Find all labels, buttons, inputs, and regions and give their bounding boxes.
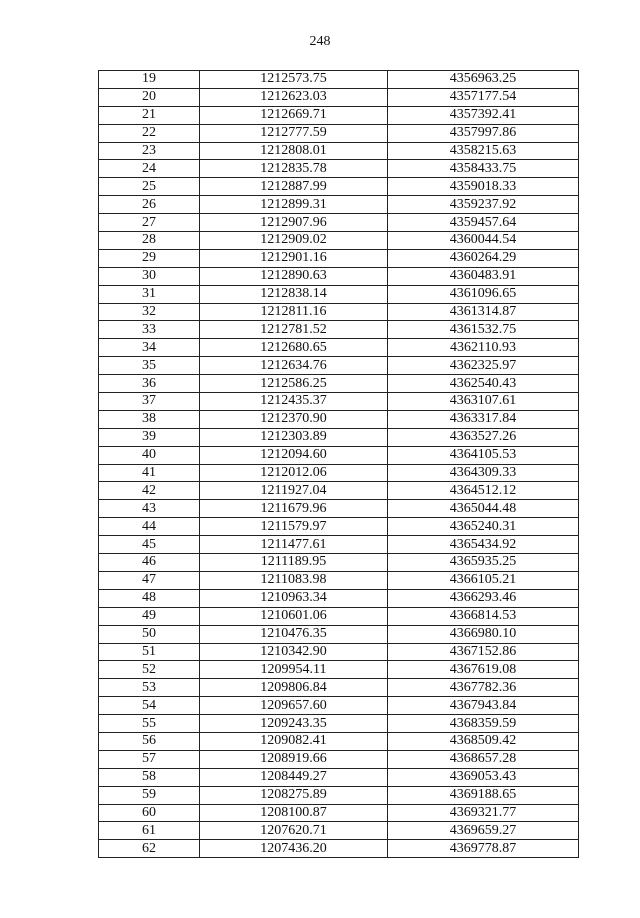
point-number-cell: 49 <box>99 607 200 625</box>
table-row <box>99 554 579 572</box>
x-coordinate-cell: 1212012.06 <box>200 464 388 482</box>
point-number-cell: 51 <box>99 643 200 661</box>
table-row <box>99 88 579 106</box>
table-row <box>99 643 579 661</box>
y-coordinate-cell: 4356963.25 <box>388 71 579 89</box>
x-coordinate-cell: 1212623.03 <box>200 88 388 106</box>
table-row <box>99 768 579 786</box>
x-coordinate-cell: 1212901.16 <box>200 249 388 267</box>
y-coordinate-cell: 4365935.25 <box>388 554 579 572</box>
point-number-cell: 44 <box>99 518 200 536</box>
x-coordinate-cell: 1210476.35 <box>200 625 388 643</box>
y-coordinate-cell: 4365434.92 <box>388 536 579 554</box>
point-number-cell: 42 <box>99 482 200 500</box>
x-coordinate-cell: 1208449.27 <box>200 768 388 786</box>
point-number-cell: 31 <box>99 285 200 303</box>
table-row <box>99 786 579 804</box>
table-row <box>99 160 579 178</box>
table-row <box>99 536 579 554</box>
y-coordinate-cell: 4357997.86 <box>388 124 579 142</box>
table-row <box>99 428 579 446</box>
table-row <box>99 697 579 715</box>
x-coordinate-cell: 1207620.71 <box>200 822 388 840</box>
table-row <box>99 339 579 357</box>
table-row <box>99 267 579 285</box>
table-row <box>99 232 579 250</box>
x-coordinate-cell: 1209954.11 <box>200 661 388 679</box>
point-number-cell: 50 <box>99 625 200 643</box>
x-coordinate-cell: 1212634.76 <box>200 357 388 375</box>
page-number: 248 <box>309 34 331 49</box>
y-coordinate-cell: 4369659.27 <box>388 822 579 840</box>
point-number-cell: 27 <box>99 214 200 232</box>
x-coordinate-cell: 1212838.14 <box>200 285 388 303</box>
y-coordinate-cell: 4363527.26 <box>388 428 579 446</box>
y-coordinate-cell: 4367943.84 <box>388 697 579 715</box>
y-coordinate-cell: 4366105.21 <box>388 571 579 589</box>
table-row <box>99 106 579 124</box>
point-number-cell: 29 <box>99 249 200 267</box>
x-coordinate-cell: 1209243.35 <box>200 715 388 733</box>
x-coordinate-cell: 1212890.63 <box>200 267 388 285</box>
x-coordinate-cell: 1209082.41 <box>200 732 388 750</box>
point-number-cell: 36 <box>99 375 200 393</box>
x-coordinate-cell: 1209806.84 <box>200 679 388 697</box>
point-number-cell: 32 <box>99 303 200 321</box>
point-number-cell: 48 <box>99 589 200 607</box>
x-coordinate-cell: 1212887.99 <box>200 178 388 196</box>
x-coordinate-cell: 1212370.90 <box>200 410 388 428</box>
table-row <box>99 446 579 464</box>
x-coordinate-cell: 1209657.60 <box>200 697 388 715</box>
y-coordinate-cell: 4361314.87 <box>388 303 579 321</box>
y-coordinate-cell: 4367152.86 <box>388 643 579 661</box>
table-row <box>99 249 579 267</box>
x-coordinate-cell: 1211477.61 <box>200 536 388 554</box>
table-row <box>99 142 579 160</box>
point-number-cell: 23 <box>99 142 200 160</box>
x-coordinate-cell: 1211083.98 <box>200 571 388 589</box>
y-coordinate-cell: 4368509.42 <box>388 732 579 750</box>
table-row <box>99 500 579 518</box>
point-number-cell: 53 <box>99 679 200 697</box>
y-coordinate-cell: 4358433.75 <box>388 160 579 178</box>
point-number-cell: 47 <box>99 571 200 589</box>
point-number-cell: 22 <box>99 124 200 142</box>
y-coordinate-cell: 4362540.43 <box>388 375 579 393</box>
y-coordinate-cell: 4358215.63 <box>388 142 579 160</box>
point-number-cell: 20 <box>99 88 200 106</box>
x-coordinate-cell: 1212669.71 <box>200 106 388 124</box>
x-coordinate-cell: 1212808.01 <box>200 142 388 160</box>
table-row <box>99 840 579 858</box>
x-coordinate-cell: 1212573.75 <box>200 71 388 89</box>
y-coordinate-cell: 4368657.28 <box>388 750 579 768</box>
coordinates-table-body <box>99 71 579 858</box>
x-coordinate-cell: 1211189.95 <box>200 554 388 572</box>
table-row <box>99 196 579 214</box>
table-row <box>99 393 579 411</box>
table-row <box>99 715 579 733</box>
table-row <box>99 285 579 303</box>
y-coordinate-cell: 4360483.91 <box>388 267 579 285</box>
x-coordinate-cell: 1212899.31 <box>200 196 388 214</box>
x-coordinate-cell: 1212680.65 <box>200 339 388 357</box>
table-row <box>99 589 579 607</box>
point-number-cell: 38 <box>99 410 200 428</box>
point-number-cell: 24 <box>99 160 200 178</box>
table-row <box>99 321 579 339</box>
point-number-cell: 62 <box>99 840 200 858</box>
table-row <box>99 607 579 625</box>
table-row <box>99 71 579 89</box>
y-coordinate-cell: 4363317.84 <box>388 410 579 428</box>
point-number-cell: 21 <box>99 106 200 124</box>
table-row <box>99 822 579 840</box>
x-coordinate-cell: 1207436.20 <box>200 840 388 858</box>
point-number-cell: 43 <box>99 500 200 518</box>
y-coordinate-cell: 4365044.48 <box>388 500 579 518</box>
y-coordinate-cell: 4359457.64 <box>388 214 579 232</box>
point-number-cell: 55 <box>99 715 200 733</box>
point-number-cell: 25 <box>99 178 200 196</box>
point-number-cell: 39 <box>99 428 200 446</box>
y-coordinate-cell: 4357392.41 <box>388 106 579 124</box>
x-coordinate-cell: 1212811.16 <box>200 303 388 321</box>
x-coordinate-cell: 1208275.89 <box>200 786 388 804</box>
x-coordinate-cell: 1212777.59 <box>200 124 388 142</box>
y-coordinate-cell: 4362325.97 <box>388 357 579 375</box>
y-coordinate-cell: 4365240.31 <box>388 518 579 536</box>
x-coordinate-cell: 1212909.02 <box>200 232 388 250</box>
y-coordinate-cell: 4366980.10 <box>388 625 579 643</box>
x-coordinate-cell: 1212586.25 <box>200 375 388 393</box>
x-coordinate-cell: 1212907.96 <box>200 214 388 232</box>
table-row <box>99 732 579 750</box>
table-row <box>99 178 579 196</box>
y-coordinate-cell: 4366814.53 <box>388 607 579 625</box>
point-number-cell: 35 <box>99 357 200 375</box>
x-coordinate-cell: 1212435.37 <box>200 393 388 411</box>
y-coordinate-cell: 4368359.59 <box>388 715 579 733</box>
point-number-cell: 57 <box>99 750 200 768</box>
x-coordinate-cell: 1212835.78 <box>200 160 388 178</box>
y-coordinate-cell: 4369188.65 <box>388 786 579 804</box>
point-number-cell: 33 <box>99 321 200 339</box>
x-coordinate-cell: 1210963.34 <box>200 589 388 607</box>
table-row <box>99 625 579 643</box>
y-coordinate-cell: 4366293.46 <box>388 589 579 607</box>
point-number-cell: 52 <box>99 661 200 679</box>
point-number-cell: 59 <box>99 786 200 804</box>
y-coordinate-cell: 4360044.54 <box>388 232 579 250</box>
point-number-cell: 61 <box>99 822 200 840</box>
point-number-cell: 37 <box>99 393 200 411</box>
y-coordinate-cell: 4367619.08 <box>388 661 579 679</box>
table-row <box>99 804 579 822</box>
x-coordinate-cell: 1211679.96 <box>200 500 388 518</box>
point-number-cell: 45 <box>99 536 200 554</box>
table-row <box>99 661 579 679</box>
x-coordinate-cell: 1212303.89 <box>200 428 388 446</box>
x-coordinate-cell: 1212781.52 <box>200 321 388 339</box>
y-coordinate-cell: 4364309.33 <box>388 464 579 482</box>
point-number-cell: 41 <box>99 464 200 482</box>
table-row <box>99 410 579 428</box>
y-coordinate-cell: 4359018.33 <box>388 178 579 196</box>
point-number-cell: 34 <box>99 339 200 357</box>
y-coordinate-cell: 4369321.77 <box>388 804 579 822</box>
table-row <box>99 124 579 142</box>
coordinates-table <box>98 70 579 858</box>
y-coordinate-cell: 4360264.29 <box>388 249 579 267</box>
table-row <box>99 518 579 536</box>
y-coordinate-cell: 4361096.65 <box>388 285 579 303</box>
point-number-cell: 26 <box>99 196 200 214</box>
x-coordinate-cell: 1208919.66 <box>200 750 388 768</box>
x-coordinate-cell: 1211927.04 <box>200 482 388 500</box>
y-coordinate-cell: 4362110.93 <box>388 339 579 357</box>
x-coordinate-cell: 1210342.90 <box>200 643 388 661</box>
table-row <box>99 750 579 768</box>
y-coordinate-cell: 4363107.61 <box>388 393 579 411</box>
x-coordinate-cell: 1212094.60 <box>200 446 388 464</box>
point-number-cell: 19 <box>99 71 200 89</box>
table-row <box>99 303 579 321</box>
y-coordinate-cell: 4361532.75 <box>388 321 579 339</box>
y-coordinate-cell: 4369053.43 <box>388 768 579 786</box>
x-coordinate-cell: 1211579.97 <box>200 518 388 536</box>
point-number-cell: 40 <box>99 446 200 464</box>
y-coordinate-cell: 4367782.36 <box>388 679 579 697</box>
point-number-cell: 58 <box>99 768 200 786</box>
x-coordinate-cell: 1208100.87 <box>200 804 388 822</box>
point-number-cell: 54 <box>99 697 200 715</box>
y-coordinate-cell: 4369778.87 <box>388 840 579 858</box>
point-number-cell: 46 <box>99 554 200 572</box>
table-row <box>99 214 579 232</box>
y-coordinate-cell: 4357177.54 <box>388 88 579 106</box>
point-number-cell: 56 <box>99 732 200 750</box>
point-number-cell: 30 <box>99 267 200 285</box>
y-coordinate-cell: 4364512.12 <box>388 482 579 500</box>
y-coordinate-cell: 4364105.53 <box>388 446 579 464</box>
y-coordinate-cell: 4359237.92 <box>388 196 579 214</box>
table-row <box>99 357 579 375</box>
table-row <box>99 482 579 500</box>
table-row <box>99 679 579 697</box>
point-number-cell: 60 <box>99 804 200 822</box>
x-coordinate-cell: 1210601.06 <box>200 607 388 625</box>
table-row <box>99 375 579 393</box>
table-row <box>99 464 579 482</box>
table-row <box>99 571 579 589</box>
point-number-cell: 28 <box>99 232 200 250</box>
